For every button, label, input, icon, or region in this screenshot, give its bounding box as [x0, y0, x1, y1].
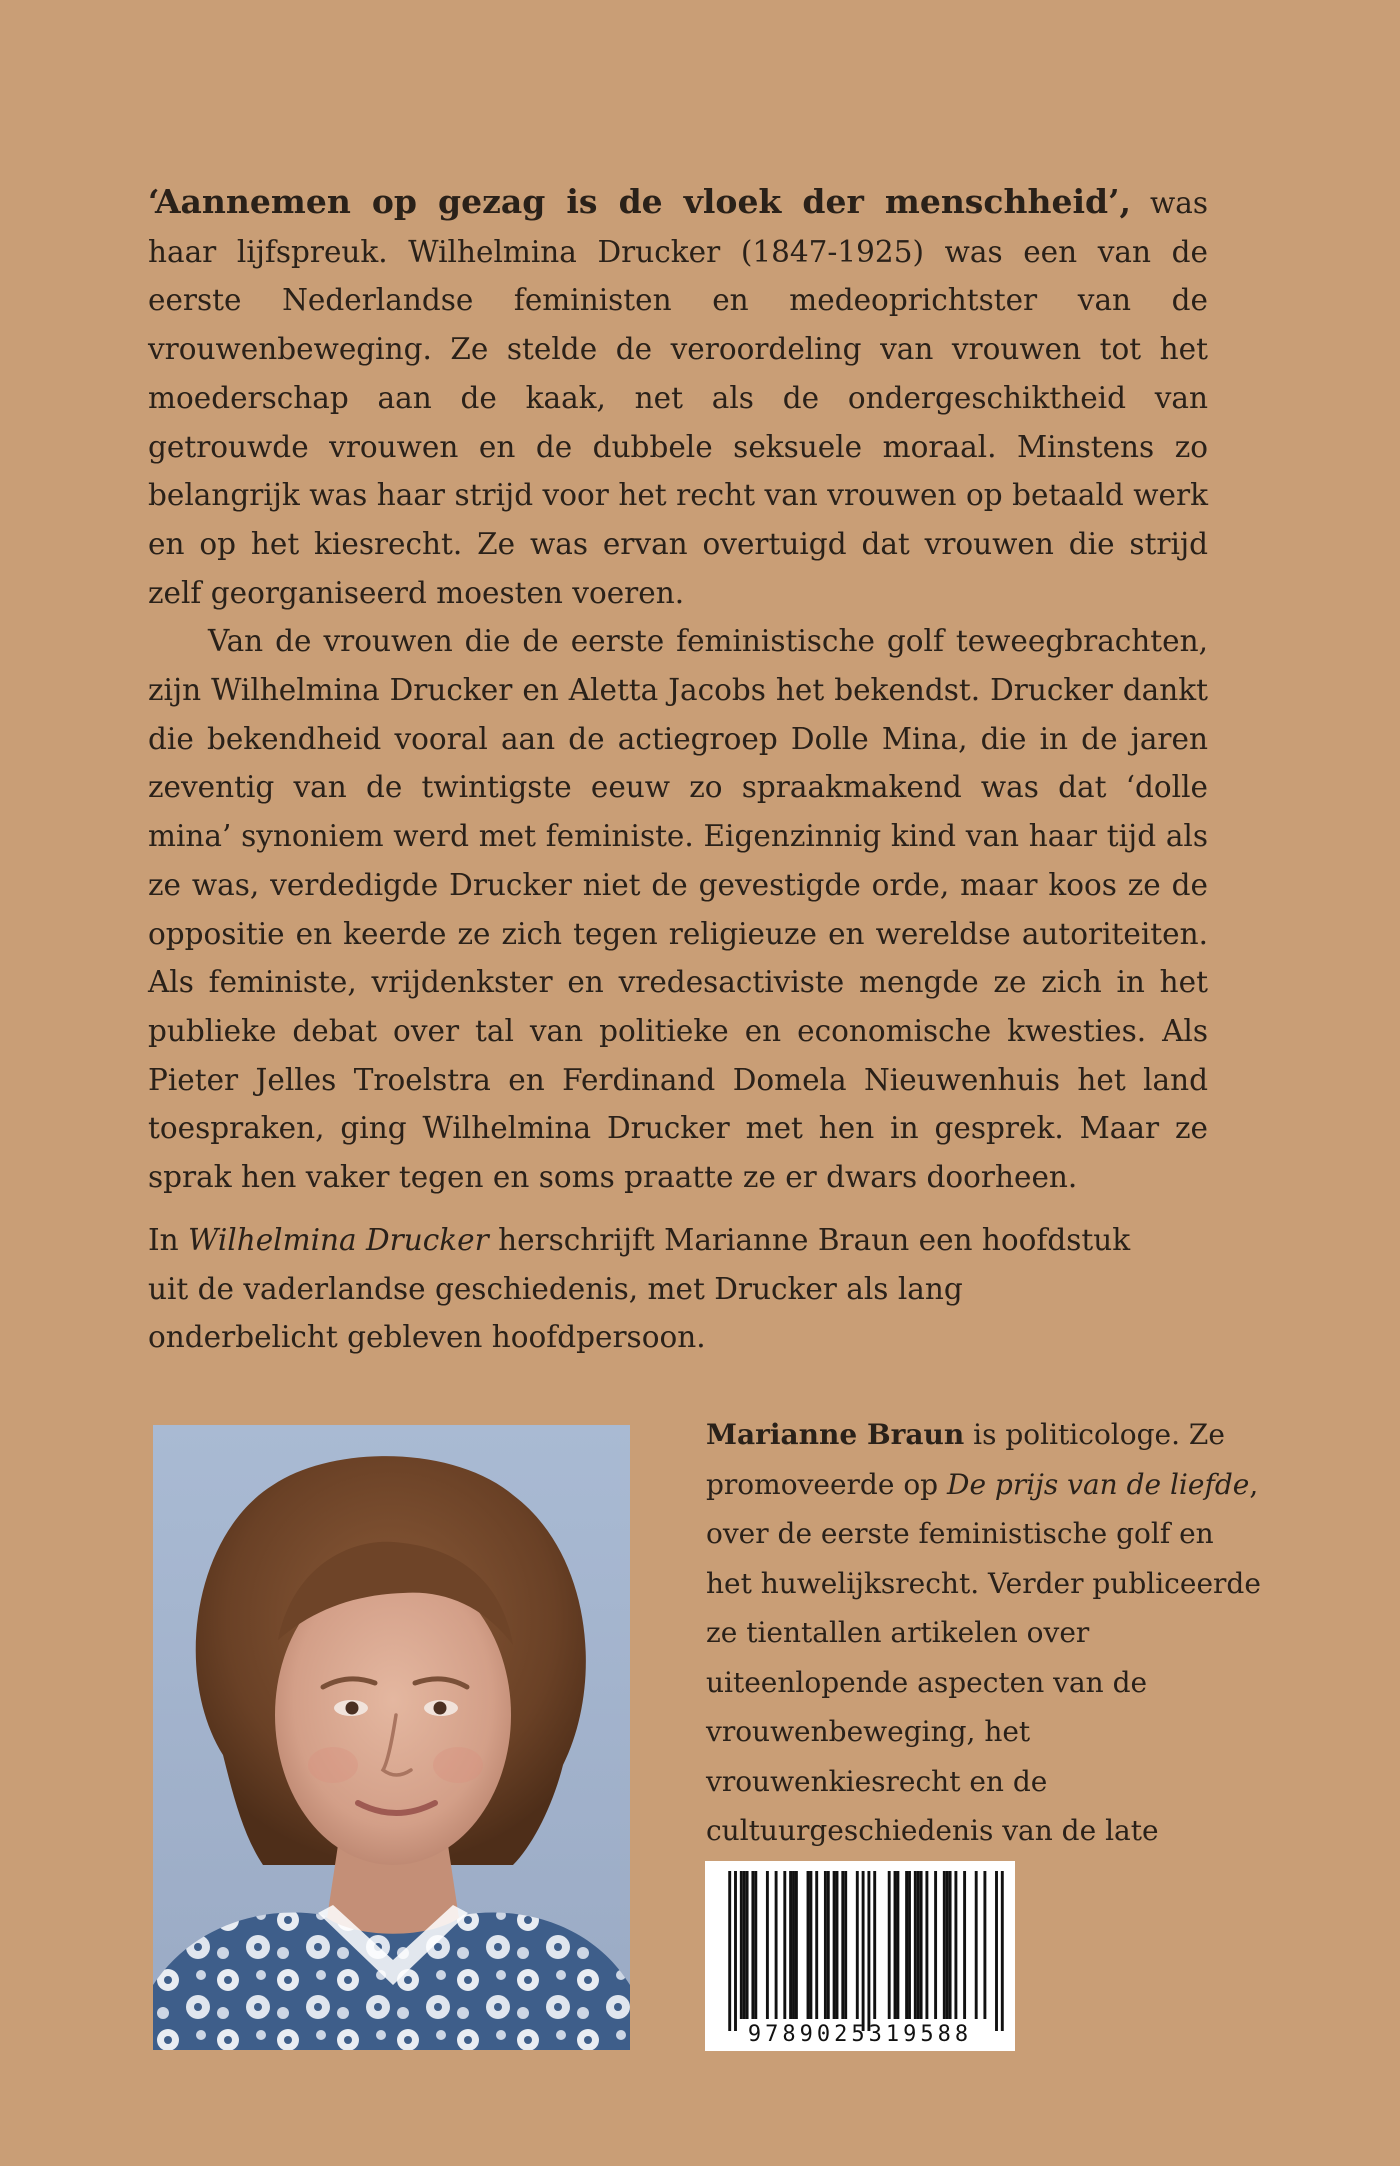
blurb-paragraph-1-text: was haar lijfspreuk. Wilhelmina Drucker (1847-1925) was een van de eerste Nederlandse feministen en medeoprichtster van de vrouwenbeweging. Ze stelde de veroordeling van vrouwen tot het moederschap aan de kaak, net als de ondergeschiktheid van getrouwde vrouwen en de dubbele seksuele moraal. Minstens zo belangrijk was haar strijd voor het recht van vrouwen op betaald werk en op het kiesrecht. Ze was ervan overtuigd dat vrouwen die strijd zelf georganiseerd moesten voeren. [148, 186, 1209, 610]
barcode-bar [751, 1871, 754, 2019]
barcode-bar [783, 1871, 786, 2019]
barcode-bar [925, 1871, 928, 2019]
barcode-bar [836, 1871, 839, 2019]
barcode-bar [754, 1871, 757, 2019]
summary-text: herschrijft Marianne Braun een hoofdstuk uit de vaderlandse geschiedenis, met Drucker als lang onderbelicht gebleven hoofdpersoon. [148, 1223, 1131, 1355]
barcode-bar [807, 1871, 810, 2019]
back-cover-blurb [148, 178, 1208, 1202]
barcode-bar [743, 1871, 746, 2019]
barcode-bar [789, 1871, 792, 2019]
barcode-bar [896, 1871, 899, 2019]
barcode-bar [841, 1871, 844, 2019]
author-bio [706, 1410, 1266, 1905]
barcode-bar [954, 1871, 957, 2019]
barcode-bar [867, 1871, 870, 2031]
barcode-bar [824, 1871, 827, 2019]
author-name: Marianne Braun [706, 1418, 965, 1451]
author-bio-paragraph [706, 1410, 1266, 1905]
barcode-bar [815, 1871, 818, 2019]
barcode-bar [1001, 1871, 1004, 2031]
barcode-bar [963, 1871, 966, 2019]
barcode-bar [746, 1871, 749, 2019]
barcode-bar [934, 1871, 937, 2019]
author-photo [153, 1425, 630, 2050]
barcode-bar [920, 1871, 923, 2019]
barcode-bar [740, 1871, 743, 2019]
barcode-bar [888, 1871, 891, 2019]
blurb-paragraph-1 [148, 178, 1208, 617]
barcode-bar [908, 1871, 911, 2019]
barcode-bar [873, 1871, 876, 2019]
barcode-bar [827, 1871, 830, 2019]
barcode-bar [766, 1871, 769, 2019]
barcode-bar [728, 1871, 731, 2031]
barcode-bar [792, 1871, 795, 2019]
isbn-number: 9789025319588 [747, 2022, 973, 2047]
barcode-bar [795, 1871, 798, 2019]
barcode-bar [914, 1871, 917, 2019]
barcode-bar [905, 1871, 908, 2019]
author-bio-text-1: is politicologe. Ze promoveerde op [706, 1418, 1225, 1501]
author-bio-text-2: , over de eerste feministische golf en het huwelijksrecht. Verder publiceerde ze tientallen artikelen over uiteenlopende aspecten van de vrouwenbeweging, het vrouwenkiesrecht en de cultuurgeschiedenis van de late [706, 1467, 1261, 1847]
barcode-bar [856, 1871, 859, 2019]
barcode-bar [833, 1871, 836, 2019]
blurb-paragraph-2: Van de vrouwen die de eerste feministische golf teweegbrachten, zijn Wilhelmina Drucker en Aletta Jacobs het bekendst. Drucker dankt die bekendheid vooral aan de actiegroep Dolle Mina, die in de jaren zeventig van de twintigste eeuw zo spraakmakend was dat ‘dolle mina’ synoniem werd met feministe. Eigenzinnig kind van haar tijd als ze was, verdedigde Drucker niet de gevestigde orde, maar koos ze de oppositie en keerde ze zich tegen religieuze en wereldse autoriteiten. Als feministe, vrijdenkster en vredesactiviste mengde ze zich in het publieke debat over tal van politieke en economische kwesties. Als Pieter Jelles Troelstra en Ferdinand Domela Nieuwenhuis het land toespraken, ging Wilhelmina Drucker met hen in gesprek. Maar ze sprak hen vaker tegen en soms praatte ze er dwars doorheen. [148, 624, 1208, 1195]
barcode-bar [917, 1871, 920, 2019]
barcode-bar [775, 1871, 778, 2019]
isbn-barcode [705, 1861, 1015, 2051]
book-title: Wilhelmina Drucker [188, 1223, 489, 1257]
barcode-bar [894, 1871, 897, 2019]
barcode-bar [809, 1871, 812, 2019]
summary-paragraph [148, 1216, 1138, 1362]
barcode-bar [975, 1871, 978, 2019]
lead-quote: ‘Aannemen op gezag is de vloek der menschheid’, [148, 182, 1132, 221]
barcode-bar [983, 1871, 986, 2019]
barcode-bar [943, 1871, 946, 2019]
summary-prefix: In [148, 1223, 189, 1257]
barcode-bar [946, 1871, 949, 2019]
barcode-bar [949, 1871, 952, 2019]
barcode-bar [862, 1871, 865, 2031]
barcode-bar [995, 1871, 998, 2031]
barcode-bar [844, 1871, 847, 2019]
barcode-bar [734, 1871, 737, 2031]
dissertation-title: De prijs van de liefde [947, 1467, 1250, 1501]
book-summary [148, 1216, 1138, 1362]
